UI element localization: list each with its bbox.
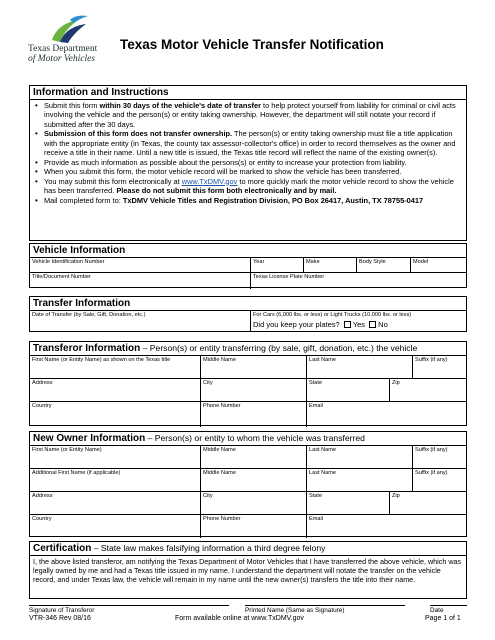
txdmv-logo bbox=[28, 14, 118, 74]
instruction-item bbox=[34, 158, 462, 167]
signature-field[interactable] bbox=[29, 605, 229, 614]
body-style-label: Body Style bbox=[359, 259, 386, 265]
suffix-label: Suffix (if any) bbox=[415, 470, 448, 476]
transferor-last-name-field[interactable] bbox=[306, 356, 412, 378]
first-name-label: First Name (or Entity Name) as shown on the Texas title bbox=[32, 357, 171, 363]
additional-suffix-field[interactable] bbox=[412, 469, 468, 491]
transferor-zip-field[interactable] bbox=[389, 379, 468, 401]
page-number: Page 1 of 1 bbox=[425, 615, 461, 622]
instruction-text: to help protect yourself from liability for criminal or civil acts involving the vehicle and the person(s) or entity taking ownership. However, the department will still notate your record if submitted after the 30 days. bbox=[44, 101, 456, 129]
additional-first-name-field[interactable] bbox=[30, 469, 200, 491]
certification-section bbox=[29, 541, 467, 599]
new-owner-suffix-field[interactable] bbox=[412, 446, 468, 468]
new-owner-contact-row bbox=[30, 515, 466, 538]
state-label: State bbox=[309, 493, 323, 499]
last-name-label: Last Name bbox=[309, 447, 337, 453]
footer-online-note: Form available online at www.TxDMV.gov bbox=[175, 615, 304, 622]
transfer-heading: Transfer Information bbox=[30, 297, 466, 311]
transferor-address-row bbox=[30, 379, 466, 402]
vehicle-row-1 bbox=[30, 258, 466, 273]
new-owner-state-field[interactable] bbox=[306, 492, 389, 514]
transferor-middle-name-field[interactable] bbox=[200, 356, 306, 378]
additional-first-name-label: Additional First Name (if applicable) bbox=[32, 470, 121, 476]
instruction-bold: Please do not submit this form both electronically and by mail. bbox=[116, 186, 337, 196]
license-plate-field[interactable] bbox=[250, 273, 468, 289]
new-owner-address-field[interactable] bbox=[30, 492, 200, 514]
keep-plates-question bbox=[253, 320, 388, 329]
no-checkbox[interactable] bbox=[369, 321, 376, 328]
vehicle-heading: Vehicle Information bbox=[30, 244, 466, 258]
additional-middle-name-field[interactable] bbox=[200, 469, 306, 491]
instruction-text: to more quickly mark the motor vehicle record to show the vehicle has been transferred. bbox=[44, 176, 454, 196]
transferor-first-name-field[interactable] bbox=[30, 356, 200, 378]
last-name-label: Last Name bbox=[309, 470, 337, 476]
email-label: Email bbox=[309, 516, 323, 522]
address-label: Address bbox=[32, 493, 53, 499]
printed-name-field[interactable] bbox=[245, 605, 405, 614]
new-owner-zip-field[interactable] bbox=[389, 492, 468, 514]
phone-label: Phone Number bbox=[203, 516, 241, 522]
instruction-item bbox=[34, 196, 462, 205]
page-title: Texas Motor Vehicle Transfer Notification bbox=[120, 37, 384, 52]
form-id: VTR-346 Rev 08/16 bbox=[29, 615, 91, 622]
printed-name-label: Printed Name (Same as Signature) bbox=[245, 607, 345, 614]
transferor-heading-sub: – Person(s) or entity transferring (by sale, gift, donation, etc.) the vehicle bbox=[140, 343, 418, 353]
middle-name-label: Middle Name bbox=[203, 470, 236, 476]
certification-heading-title: Certification bbox=[33, 543, 92, 554]
certification-heading bbox=[30, 542, 466, 556]
transferor-country-field[interactable] bbox=[30, 402, 200, 427]
new-owner-heading-sub: – Person(s) or entity to whom the vehicle was transferred bbox=[145, 433, 365, 443]
transferor-section bbox=[29, 341, 467, 426]
keep-plates-label: Did you keep your plates? bbox=[253, 320, 340, 329]
new-owner-name-row bbox=[30, 446, 466, 469]
signature-label: Signature of Transferor bbox=[29, 607, 95, 614]
instruction-item bbox=[34, 101, 462, 129]
vehicle-section bbox=[29, 243, 467, 288]
transferor-city-field[interactable] bbox=[200, 379, 306, 401]
new-owner-address-row bbox=[30, 492, 466, 515]
instruction-bold: within 30 days of the vehicle's date of transfer bbox=[99, 101, 261, 110]
logo-line-2: of Motor Vehicles bbox=[28, 54, 96, 64]
instruction-text: You may submit this form electronically at bbox=[44, 176, 182, 186]
instruction-text: Submit this form bbox=[44, 101, 100, 110]
body-style-field[interactable] bbox=[356, 258, 410, 272]
title-document-label: Title/Document Number bbox=[32, 274, 91, 280]
new-owner-section bbox=[29, 431, 467, 537]
last-name-label: Last Name bbox=[309, 357, 337, 363]
new-owner-email-field[interactable] bbox=[306, 515, 468, 538]
transferor-phone-field[interactable] bbox=[200, 402, 306, 427]
vin-field[interactable] bbox=[30, 258, 250, 272]
country-label: Country bbox=[32, 403, 52, 409]
certification-statement: I, the above listed transferor, am notifying the Texas Department of Motor Vehicles that I have transferred the above vehicle, which was legally owned by me and had a Texas title issued in my name. I understand the department will notate the transfer on the vehicle record, and under Texas law, the vehicle will remain in my name until the new owner(s) transfers the title into their name. bbox=[33, 557, 462, 584]
yes-label: Yes bbox=[352, 320, 366, 329]
instruction-text: The person(s) or entity taking ownership must file a title application with the appropriate entity (in Texas, the county tax assessor-collector's office) in order to record themselves as the owner and receive a title in their name. Until a new title is issued, the Texas title record will reflect the name of the existing owner(s). bbox=[44, 129, 456, 158]
transferor-name-row bbox=[30, 356, 466, 379]
instruction-item bbox=[34, 129, 462, 157]
country-label: Country bbox=[32, 516, 52, 522]
information-section bbox=[29, 85, 467, 241]
city-label: City bbox=[203, 493, 213, 499]
year-label: Year bbox=[253, 259, 265, 265]
logo-line-1: Texas Department bbox=[28, 44, 98, 54]
state-label: State bbox=[309, 380, 323, 386]
phone-label: Phone Number bbox=[203, 403, 241, 409]
transferor-address-field[interactable] bbox=[30, 379, 200, 401]
instructions-list bbox=[30, 100, 466, 205]
vin-label: Vehicle Identification Number bbox=[32, 259, 105, 265]
middle-name-label: Middle Name bbox=[203, 447, 236, 453]
make-field[interactable] bbox=[303, 258, 356, 272]
date-label: Date bbox=[430, 607, 444, 614]
instruction-text: Provide as much information as possible about the persons(s) or entity to increase your protection from liability. bbox=[44, 157, 407, 167]
no-label: No bbox=[378, 320, 388, 329]
suffix-label: Suffix (if any) bbox=[415, 357, 448, 363]
additional-last-name-field[interactable] bbox=[306, 469, 412, 491]
instruction-item bbox=[34, 177, 462, 196]
transferor-heading bbox=[30, 342, 466, 356]
license-plate-label: Texas License Plate Number bbox=[253, 274, 325, 280]
new-owner-country-field[interactable] bbox=[30, 515, 200, 538]
make-label: Make bbox=[306, 259, 320, 265]
new-owner-city-field[interactable] bbox=[200, 492, 306, 514]
instruction-item bbox=[34, 167, 462, 176]
transferor-suffix-field[interactable] bbox=[412, 356, 468, 378]
model-label: Model bbox=[413, 259, 429, 265]
vehicle-row-2 bbox=[30, 273, 466, 289]
plates-field bbox=[250, 311, 468, 332]
date-field[interactable] bbox=[430, 605, 467, 614]
new-owner-phone-field[interactable] bbox=[200, 515, 306, 538]
city-label: City bbox=[203, 380, 213, 386]
suffix-label: Suffix (if any) bbox=[415, 447, 448, 453]
vehicle-weight-note: For Cars (6,000 lbs. or less) or Light Trucks (10,000 lbs. or less) bbox=[253, 312, 412, 318]
transferor-heading-title: Transferor Information bbox=[33, 343, 141, 354]
year-field[interactable] bbox=[250, 258, 303, 272]
mailing-address: TxDMV Vehicle Titles and Registration Division, PO Box 26417, Austin, TX 78755-0417 bbox=[122, 195, 424, 205]
model-field[interactable] bbox=[410, 258, 468, 272]
new-owner-heading bbox=[30, 432, 466, 446]
txdmv-website-link[interactable]: www.TxDMV.gov bbox=[181, 176, 238, 186]
new-owner-heading-title: New Owner Information bbox=[33, 433, 146, 444]
first-name-label: First Name (or Entity Name) bbox=[32, 447, 102, 453]
middle-name-label: Middle Name bbox=[203, 357, 236, 363]
transfer-date-field[interactable] bbox=[30, 311, 250, 332]
instruction-bold: Submission of this form does not transfer ownership. bbox=[44, 129, 233, 139]
yes-checkbox[interactable] bbox=[344, 321, 351, 328]
instruction-text: When you submit this form, the motor vehicle record will be marked to show the vehicle has been transferred. bbox=[44, 167, 402, 177]
new-owner-additional-name-row bbox=[30, 469, 466, 492]
transfer-section bbox=[29, 296, 467, 332]
new-owner-first-name-field[interactable] bbox=[30, 446, 200, 468]
zip-label: Zip bbox=[392, 493, 400, 499]
transferor-state-field[interactable] bbox=[306, 379, 389, 401]
transfer-row bbox=[30, 311, 466, 332]
zip-label: Zip bbox=[392, 380, 400, 386]
logo-mark-icon bbox=[48, 14, 92, 44]
new-owner-middle-name-field[interactable] bbox=[200, 446, 306, 468]
email-label: Email bbox=[309, 403, 323, 409]
instruction-text: Mail completed form to: bbox=[44, 195, 123, 205]
transferor-contact-row bbox=[30, 402, 466, 427]
new-owner-last-name-field[interactable] bbox=[306, 446, 412, 468]
information-heading: Information and Instructions bbox=[30, 86, 466, 100]
address-label: Address bbox=[32, 380, 53, 386]
transfer-date-label: Date of Transfer (by Sale, Gift, Donation, etc.) bbox=[32, 312, 146, 318]
title-document-field[interactable] bbox=[30, 273, 250, 289]
transferor-email-field[interactable] bbox=[306, 402, 468, 427]
certification-heading-sub: – State law makes falsifying information a third degree felony bbox=[91, 543, 326, 553]
